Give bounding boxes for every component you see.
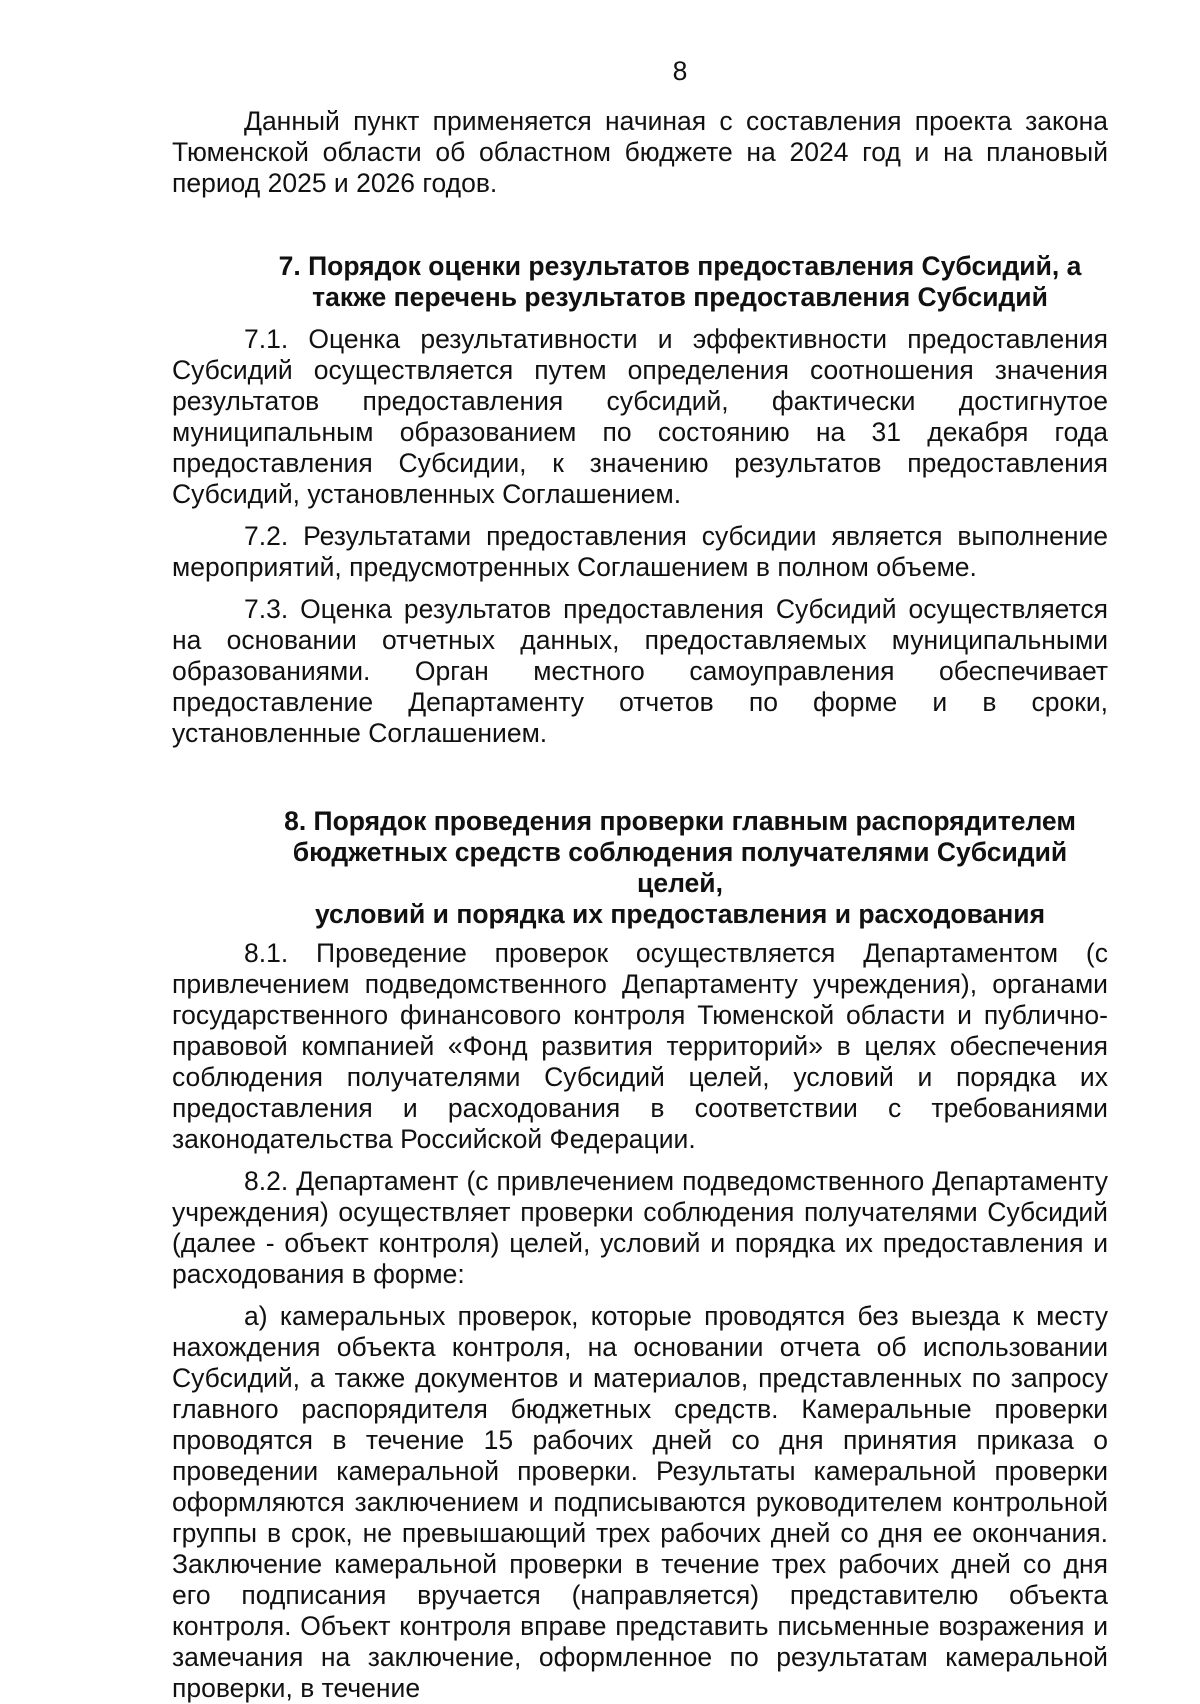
page-number: 8	[672, 56, 688, 86]
paragraph-7-2: 7.2. Результатами предоставления субсидии является выполнение мероприятий, предусмотренных Соглашением в полном объеме.	[172, 521, 1108, 582]
section-7-title: 7. Порядок оценки результатов предоставления Субсидий, а также перечень результатов предоставления Субсидий	[278, 251, 1082, 312]
section-8-title-line-1: 8. Порядок проведения проверки главным распорядителем	[284, 806, 1076, 836]
paragraph-8-1: 8.1. Проведение проверок осуществляется Департаментом (с привлечением подведомственного Департаменту учреждения), органами государственного финансового контроля Тюменской области и публично-правовой компанией «Фонд развития территорий» в целях обеспечения соблюдения получателями Субсидий целей, условий и порядка их предоставления и расходования в соответствии с требованиями законодательства Российской Федерации.	[172, 938, 1108, 1154]
paragraph-8-2: 8.2. Департамент (с привлечением подведомственного Департаменту учреждения) осуществляет проверки соблюдения получателями Субсидий (далее - объект контроля) целей, условий и порядка их предоставления и расходования в форме:	[172, 1166, 1108, 1289]
paragraph-7-1: 7.1. Оценка результативности и эффективности предоставления Субсидий осуществляется путем определения соотношения значения результатов предоставления субсидий, фактически достигнутое муниципальным образованием по состоянию на 31 декабря года предоставления Субсидии, к значению результатов предоставления Субсидий, установленных Соглашением.	[172, 324, 1108, 509]
section-8-title-line-2: бюджетных средств соблюдения получателями Субсидий целей,	[292, 837, 1068, 898]
paragraph-8-2-a: а) камеральных проверок, которые проводятся без выезда к месту нахождения объекта контроля, на основании отчета об использовании Субсидий, а также документов и материалов, представленных по запросу главного распорядителя бюджетных средств. Камеральные проверки проводятся в течение 15 рабочих дней со дня принятия приказа о проведении камеральной проверки. Результаты камеральной проверки оформляются заключением и подписываются руководителем контрольной группы в срок, не превышающий трех рабочих дней со дня ее окончания. Заключение камеральной проверки в течение трех рабочих дней со дня его подписания вручается (направляется) представителю объекта контроля. Объект контроля вправе представить письменные возражения и замечания на заключение, оформленное по результатам камеральной проверки, в течение	[172, 1301, 1108, 1703]
paragraph-7-3: 7.3. Оценка результатов предоставления Субсидий осуществляется на основании отчетных данных, предоставляемых муниципальными образованиями. Орган местного самоуправления обеспечивает предоставление Департаменту отчетов по форме и в сроки, установленные Соглашением.	[172, 594, 1108, 748]
section-8-title-line-3: условий и порядка их предоставления и расходования	[314, 899, 1046, 929]
section-8-title	[252, 806, 1108, 930]
intro-paragraph: Данный пункт применяется начиная с составления проекта закона Тюменской области об областном бюджете на 2024 год и на плановый период 2025 и 2026 годов.	[172, 106, 1108, 198]
